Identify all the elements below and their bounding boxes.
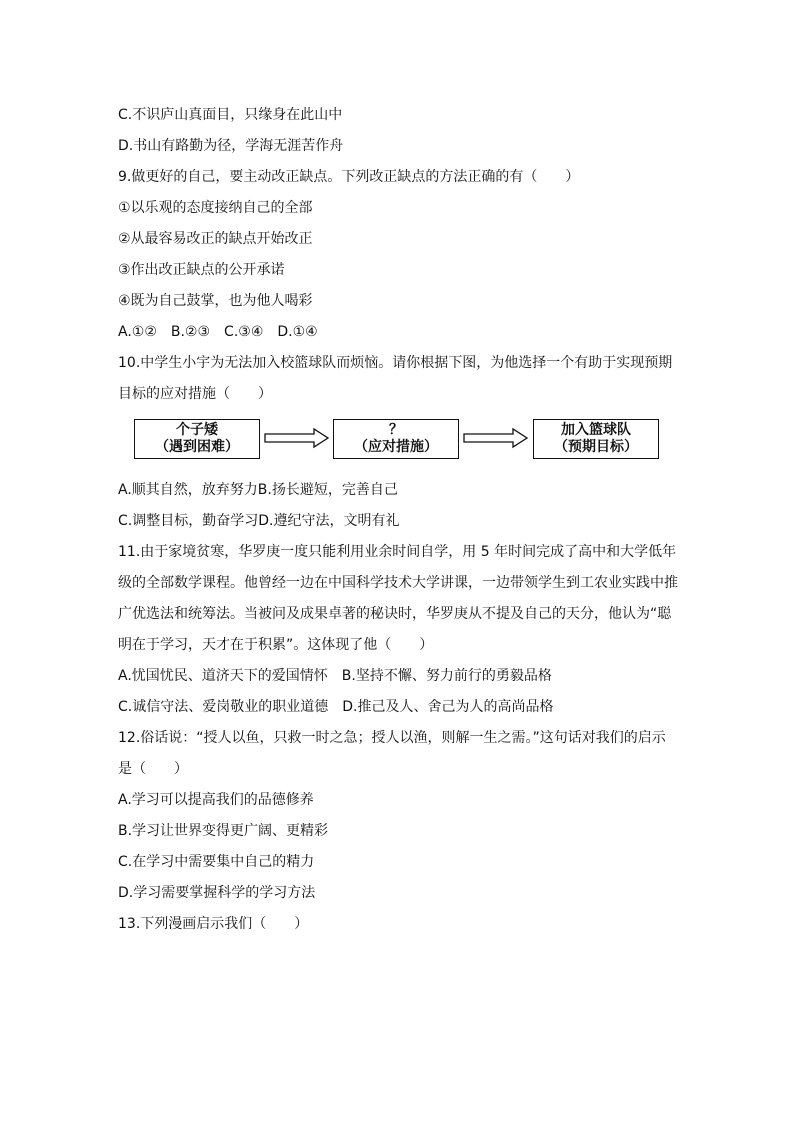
flow-box-subtitle: （遇到困难）: [155, 439, 239, 455]
text-line: 明在于学习，天才在于积累”。这体现了他（ ）: [118, 637, 434, 653]
flow-box-measure: [333, 419, 459, 459]
right-arrow-icon: [463, 427, 529, 449]
question-10-options: A.顺其自然，放弃努力B.扬长避短，完善自己: [118, 482, 398, 498]
question-9-options: A.①② B.②③ C.③④ D.①④: [118, 324, 318, 340]
text-line: C.不识庐山真面目，只缘身在此山中: [118, 107, 343, 123]
text-line: D.书山有路勤为径，学海无涯苦作舟: [118, 138, 344, 154]
text-line: ①以乐观的态度接纳自己的全部: [118, 200, 313, 216]
question-12-option: B.学习让世界变得更广阔、更精彩: [118, 823, 329, 839]
text-line: ②从最容易改正的缺点开始改正: [118, 231, 313, 247]
flow-box-title: 加入篮球队: [561, 422, 631, 438]
question-12-option: D.学习需要掌握科学的学习方法: [118, 885, 316, 901]
text-line: ④既为自己鼓掌，也为他人喝彩: [118, 293, 313, 309]
question-13-stem: 13.下列漫画启示我们（ ）: [118, 916, 309, 932]
question-11-options: C.诚信守法、爱岗敬业的职业道德 D.推己及人、舍己为人的高尚品格: [118, 699, 554, 715]
question-11-options: A.忧国忧民、道济天下的爱国情怀 B.坚持不懈、努力前行的勇毅品格: [118, 668, 552, 684]
question-block-bottom: [118, 475, 688, 940]
flow-box-subtitle: （预期目标）: [554, 439, 638, 455]
text-line: 级的全部数学课程。他曾经一边在中国科学技术大学讲课，一边带领学生到工农业实践中推: [118, 575, 678, 591]
flow-box-title: 个子矮: [176, 422, 218, 438]
flow-box-subtitle: （应对措施）: [354, 439, 438, 455]
question-12-option: C.在学习中需要集中自己的精力: [118, 854, 315, 870]
right-arrow-icon: [264, 427, 330, 449]
question-12-stem-cont: 是（ ）: [118, 761, 188, 777]
flow-box-title: ？: [389, 422, 403, 438]
question-block-top: [118, 100, 688, 410]
flowchart: [118, 413, 688, 475]
question-12-stem: 12.俗话说：“授人以鱼，只救一时之急；授人以渔，则解一生之需。”这句话对我们的启示: [118, 730, 666, 746]
text-line: 广优选法和统筹法。当被问及成果卓著的秘诀时，华罗庚从不提及自己的天分，他认为“聪: [118, 606, 672, 622]
question-10-options: C.调整目标，勤奋学习D.遵纪守法，文明有礼: [118, 513, 400, 529]
question-10-stem-cont: 目标的应对措施（ ）: [118, 386, 272, 402]
flow-box-goal: [533, 419, 659, 459]
question-11-stem: 11.由于家境贫寒，华罗庚一度只能利用业余时间自学，用 5 年时间完成了高中和大学低年: [118, 544, 677, 560]
text-line: ③作出改正缺点的公开承诺: [118, 262, 285, 278]
question-10-stem: 10.中学生小宇为无法加入校篮球队而烦恼。请你根据下图，为他选择一个有助于实现预期: [118, 355, 673, 371]
document-page: [118, 100, 688, 940]
question-12-option: A.学习可以提高我们的品德修养: [118, 792, 314, 808]
question-9-stem: 9.做更好的自己，要主动改正缺点。下列改正缺点的方法正确的有（ ）: [118, 169, 580, 185]
flow-box-difficulty: [134, 419, 260, 459]
